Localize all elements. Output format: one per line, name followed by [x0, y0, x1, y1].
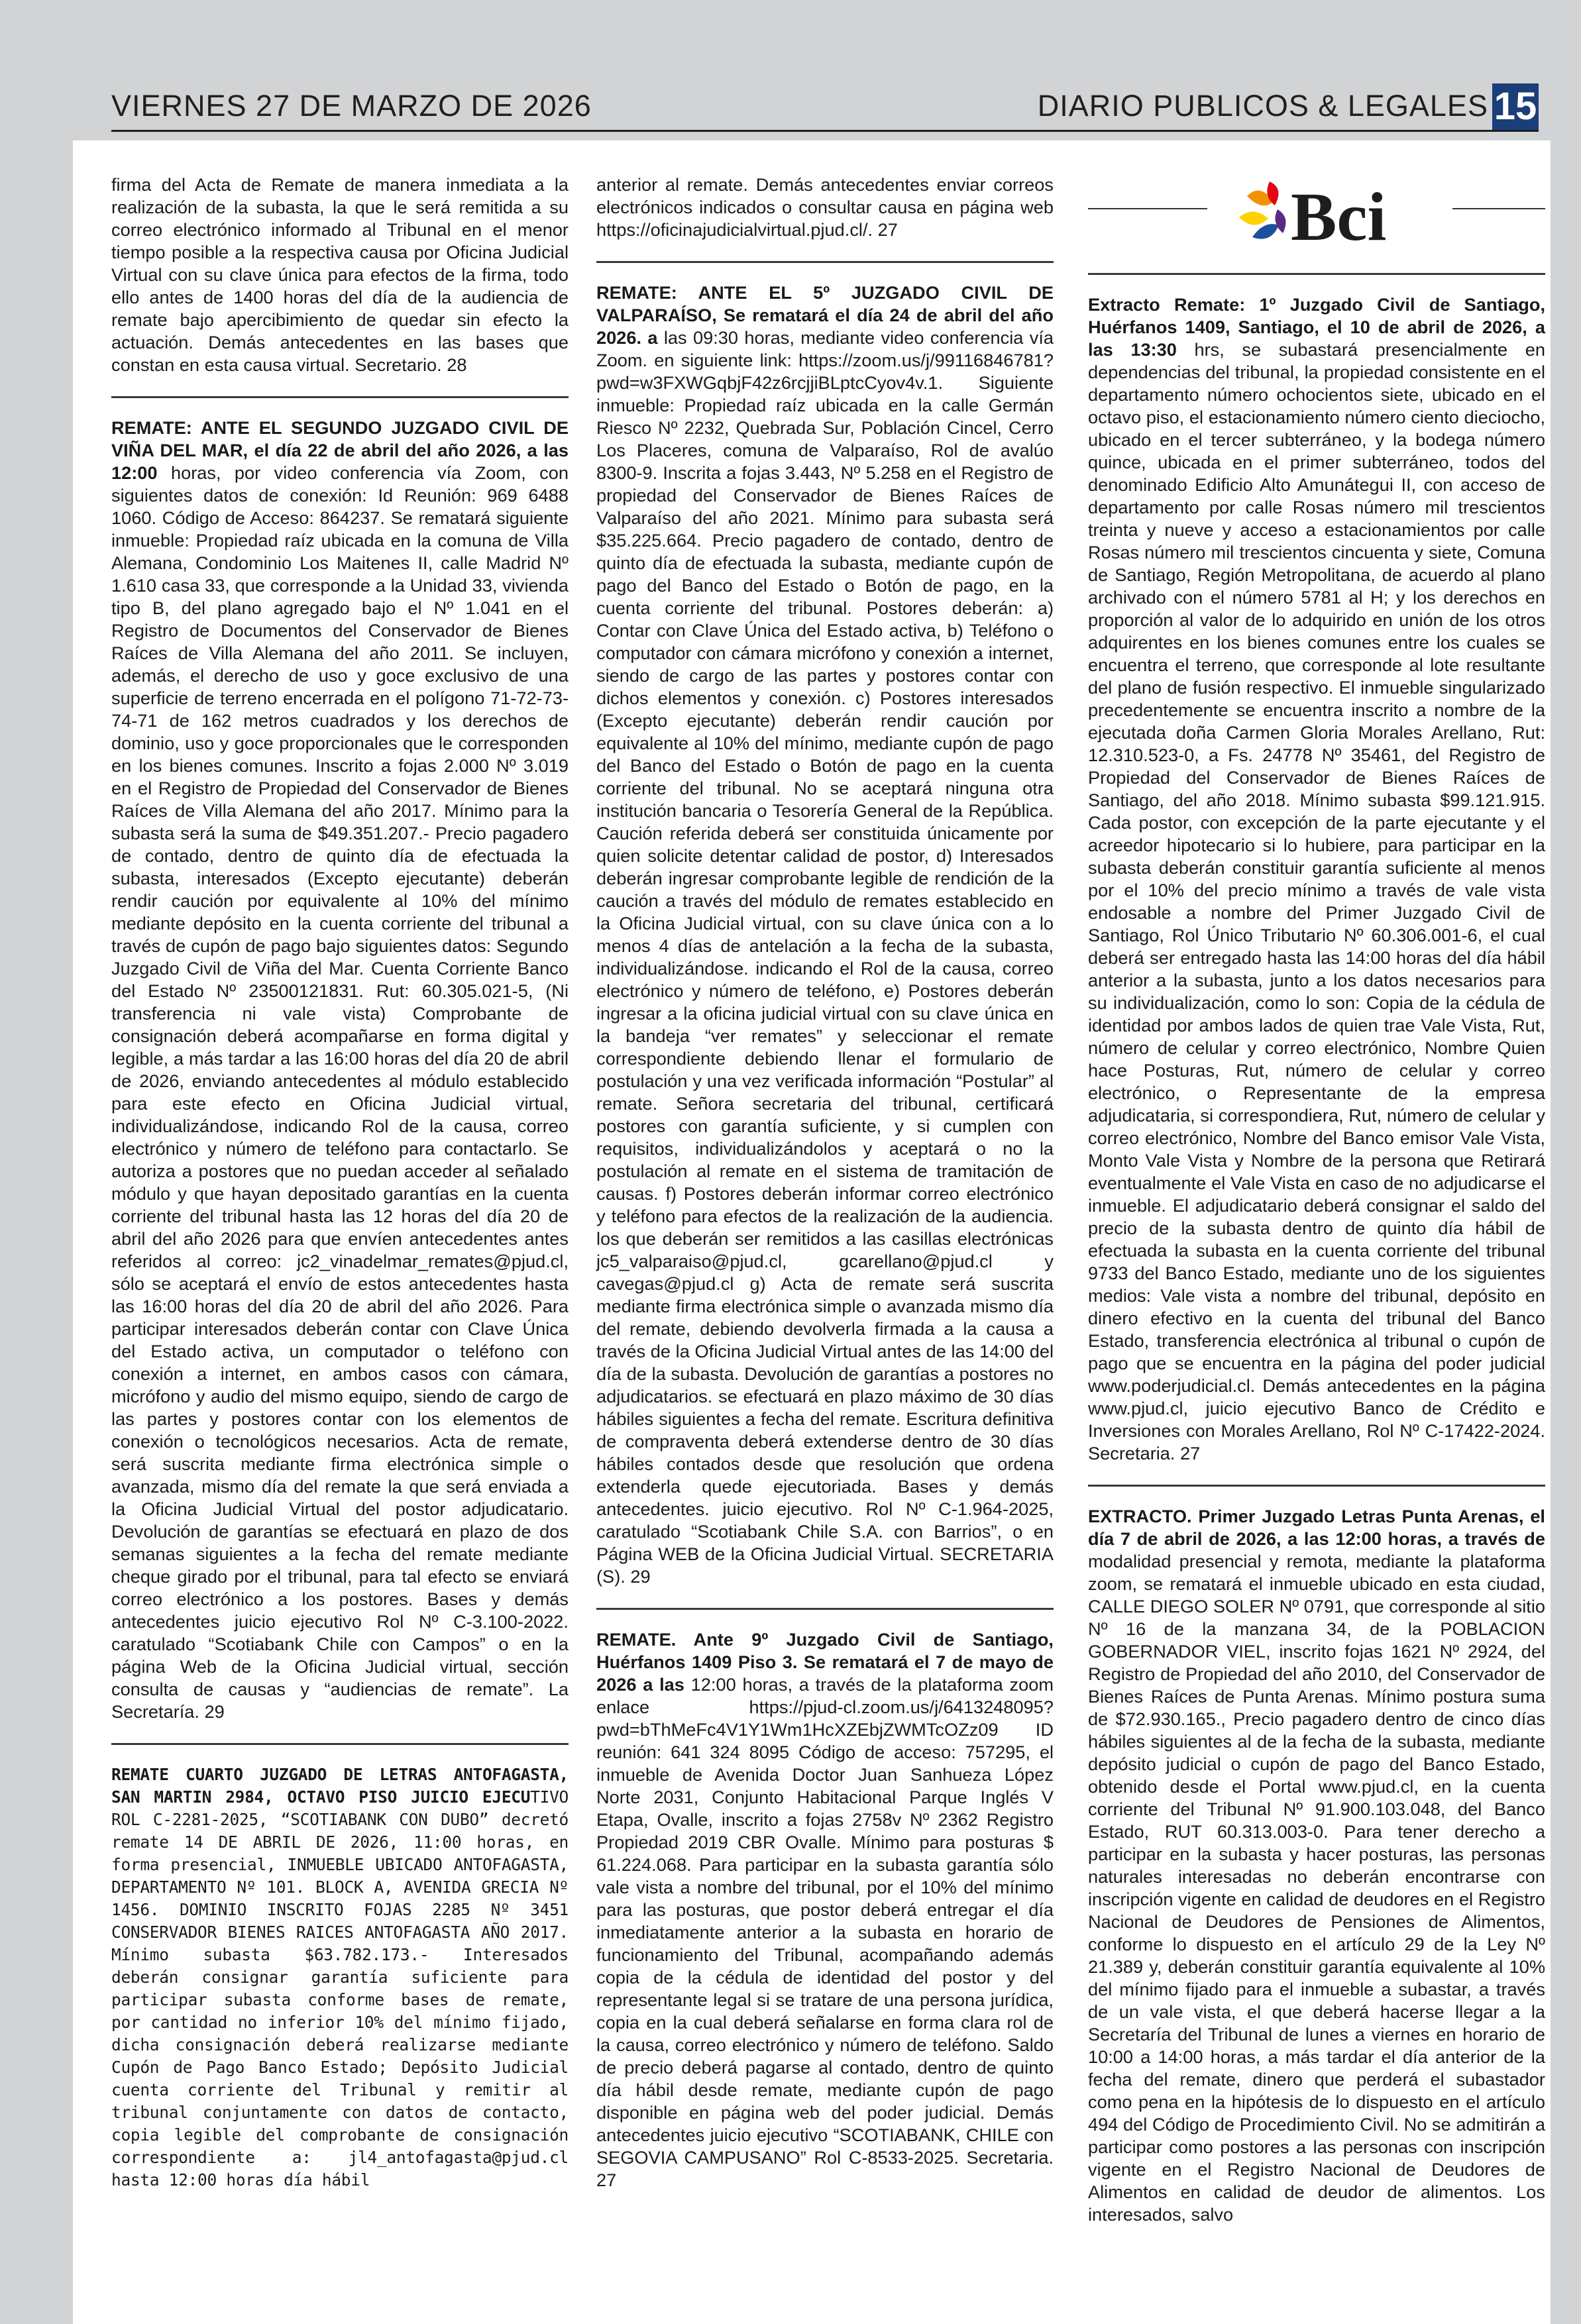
notice-continued: firma del Acta de Remate de manera inmediata a la realización de la subasta, la que le será remitida a su correo electrónico informado al Tribunal en el menor tiempo posible a la respectiva causa por Oficina Judicial Virtual con su clave única para efectos de la firma, todo ello antes de 1400 horas del día de la audiencia de remate bajo apercibimiento de quedar sin efecto la actuación. Demás antecedentes en las bases que constan en esta causa virtual. Secretario. 28	[111, 174, 569, 375]
column-3	[1088, 174, 1545, 2226]
page-header	[0, 0, 1581, 140]
notice-heading: REMATE. Ante 9º Juzgado Civil de Santiago, Huérfanos 1409 Piso 3. Se rematará el 7 de mayo de 2026 a las	[596, 1629, 1054, 1695]
header-rule	[111, 130, 1539, 132]
column-2	[596, 174, 1054, 2192]
notice-vina-del-mar	[111, 417, 569, 1723]
notice-punta-arenas	[1088, 1505, 1545, 2226]
logo-rule-right	[1452, 208, 1545, 209]
notice-body: las 09:30 horas, mediante video conferencia vía Zoom. en siguiente link: https://zoom.us/j/99116846781?pwd=w3FXWGqbjF42z6rcjjiBLptcCyov4v.1. Siguiente inmueble: Propiedad raíz ubicada en la calle Germán Riesco Nº 2232, Quebrada Sur, Población Cincel, Cerro Los Placeres, comuna de Valparaíso, Rol de avalúo 8300-9. Inscrita a fojas 3.443, Nº 5.258 en el Registro de propiedad del Conservador de Bienes Raíces de Valparaíso del año 2021. Mínimo para subasta será $35.225.664. Precio pagadero de contado, dentro de quinto día de efectuada la subasta, mediante cupón de pago del Banco del Estado o Botón de pago, en la cuenta corriente del tribunal. Postores deberán: a) Contar con Clave Única del Estado activa, b) Teléfono o computador con cámara micrófono y conexión a internet, siendo de cargo de las partes y postores contar con dichos elementos y conexión. c) Postores interesados (Excepto ejecutante) deberán rendir caución por equivalente al 10% del mínimo, mediante cupón de pago del Banco del Estado o Botón de pago en la cuenta corriente del tribunal. No se aceptará ninguna otra institución bancaria o Tesorería General de la República. Caución referida deberá ser constituida únicamente por quien solicite detentar calidad de postor, d) Interesados deberán ingresar comprobante legible de rendición de la caución a través del módulo de remates establecido en la Oficina Judicial virtual, con su clave única con a lo menos 4 días de antelación a la fecha de la subasta, individualizándose. indicando el Rol de la causa, correo electrónico y número de teléfono, e) Postores deberán ingresar a la oficina judicial virtual con su clave única en la bandeja “ver remates” y seleccionar el remate correspondiente debiendo llenar el formulario de postulación y una vez verificada información “Postular” al remate. Señora secretaria del tribunal, certificará postores con garantía suficiente, y si cumplen con requisitos, individualizándolos y aceptará o no la postulación al remate en el sistema de tramitación de causas. f) Postores deberán informar correo electrónico y teléfono para efectos de la realización de la audiencia. los que deberán ser remitidos a las casillas electrónicas jc5_valparaiso@pjud.cl, gcarellano@pjud.cl y cavegas@pjud.cl g) Acta de remate será suscrita mediante firma electrónica simple o avanzada mismo día del remate, debiendo devolverla firmada a la causa a través de la Oficina Judicial Virtual antes de las 14:00 del día de la subasta. Devolución de garantías a postores no adjudicatarios. se efectuará en plazo máximo de 30 días hábiles siguientes a fecha del remate. Escritura definitiva de compraventa deberá extenderse dentro de 30 días hábiles contados desde que resolución que ordena extenderla quede ejecutoriada. Bases y demás antecedentes. juicio ejecutivo. Rol Nº C-1.964-2025, caratulado “Scotiabank Chile S.A. con Barrios”, o en Página WEB de la Oficina Judicial Virtual. SECRETARIA (S). 29	[596, 327, 1054, 1587]
notice-santiago-1	[1088, 293, 1545, 1465]
notice-body: hrs, se subastará presencialmente en dependencias del tribunal, la propiedad consistente en el departamento número ochocientos siete, ubicado en el octavo piso, el estacionamiento número ciento dieciocho, ubicado en el tercer subterráneo, y la bodega número quince, ubicada en el primer subterráneo, todos del denominado Edificio Alto Amunátegui II, con acceso de departamento por calle Rosas número mil trescientos treinta y nueve y acceso a estacionamientos por calle Rosas número mil trescientos cincuenta y siete, Comuna de Santiago, Región Metropolitana, de acuerdo al plano archivado con el número 5781 al H; y los derechos en proporción al valor de lo adquirido en unión de los otros adquirentes en los bienes comunes entre los cuales se encuentra el terreno, que corresponde al lote resultante del plano de fusión respectivo. El inmueble singularizado precedentemente se encuentra inscrito a nombre de la ejecutada doña Carmen Gloria Morales Arellano, Rut: 12.310.523-0, a Fs. 24778 Nº 35461, del Registro de Propiedad del Conservador de Bienes Raíces de Santiago, del año 2018. Mínimo subasta $99.121.915. Cada postor, con excepción de la parte ejecutante y el acreedor hipotecario si lo hubiere, para participar en la subasta deberán constituir garantía suficiente al menos por el 10% del precio mínimo a través de vale vista endosable a nombre del Primer Juzgado Civil de Santiago, Rol Único Tributario Nº 60.306.001-6, el cual deberá ser entregado hasta las 14:00 horas del día hábil anterior a la subasta, junto a los datos necesarios para su individualización, como lo son: Copia de la cédula de identidad por ambos lados de quien trae Vale Vista, Rut, número de celular y correo electrónico, Nombre Quien hace Posturas, Rut, número de celular y correo electrónico, o Representante de la empresa adjudicataria, si correspondiera, Rut, número de celular y correo electrónico, Nombre del Banco emisor Vale Vista, Monto Vale Vista y Nombre de la persona que Retirará eventualmente el Vale Vista en caso de no adjudicarse el inmueble. El adjudicatario deberá consignar el saldo del precio de la subasta dentro de quinto día hábil de efectuada la subasta en la cuenta corriente del tribunal 9733 del Banco Estado, mediante uno de los siguientes medios: Vale vista a nombre del tribunal, depósito en dinero efectivo en la cuenta del tribunal del Banco Estado, transferencia electrónica al tribunal o cupón de pago que se encuentra en la página del poder judicial www.poderjudicial.cl. Demás antecedentes en la página www.pjud.cl, juicio ejecutivo Banco de Crédito e Inversiones con Morales Arellano, Rol Nº C-17422-2024. Secretaria. 27	[1088, 339, 1545, 1463]
column-1	[111, 174, 569, 2192]
notice-body: horas, por video conferencia vía Zoom, con siguientes datos de conexión: Id Reunión: 969 6488 1060. Código de Acceso: 864237. Se rematará siguiente inmueble: Propiedad raíz ubicada en la comuna de Villa Alemana, Condominio Los Maitenes II, calle Madrid Nº 1.610 casa 33, que corresponde a la Unidad 33, vivienda tipo B, del plano agregado bajo el Nº 1.041 en el Registro de Documentos del Conservador de Bienes Raíces de Villa Alemana del año 2011. Se incluyen, además, el derecho de uso y goce exclusivo de una superficie de terreno encerrada en el polígono 71-72-73-74-71 de 162 metros cuadrados y los derechos de dominio, uso y goce proporcionales que le corresponden en los bienes comunes. Inscrito a fojas 2.000 Nº 3.019 en el Registro de Propiedad del Conservador de Bienes Raíces de Villa Alemana del año 2017. Mínimo para la subasta será la suma de $49.351.207.- Precio pagadero de contado, dentro de quinto día de efectuada la subasta, interesados (Excepto ejecutante) deberán rendir caución por equivalente al 10% del mínimo mediante depósito en la cuenta corriente del tribunal a través de cupón de pago bajo siguientes datos: Segundo Juzgado Civil de Viña del Mar. Cuenta Corriente Banco del Estado Nº 23500121831. Rut: 60.305.021-5, (Ni transferencia ni vale vista) Comprobante de consignación deberá acompañarse en forma digital y legible, a más tardar a las 16:00 horas del día 20 de abril de 2026, enviando antecedentes al módulo establecido para este efecto en Oficina Judicial virtual, individualizándose, indicando Rol de la causa, correo electrónico y número de teléfono para contactarlo. Se autoriza a postores que no puedan acceder al señalado módulo y que hayan depositado garantías en la cuenta corriente del tribunal hasta las 12 horas del día 20 de abril del año 2026 para que envíen antecedentes antes referidos al correo: jc2_vinadelmar_remates@pjud.cl, sólo se aceptará el envío de estos antecedentes hasta las 16:00 horas del día 20 de abril del año 2026. Para participar interesados deberán contar con Clave Única del Estado activa, un computador o teléfono con conexión a internet, en ambos casos con cámara, micrófono y audio del mismo equipo, siendo de cargo de las partes y postores contar con los elementos de conexión o tecnológicos necesarios. Acta de remate, será suscrita mediante firma electrónica simple o avanzada, mismo día del remate la que será enviada a la Oficina Judicial Virtual del postor adjudicatario. Devolución de garantías se efectuará en plazo de dos semanas siguientes a la fecha del remate mediante cheque girado por el tribunal, para tal efecto se enviará correo electrónico a los postores. Bases y demás antecedentes juicio ejecutivo Rol Nº C-3.100-2022. caratulado “Scotiabank Chile con Campos” o en la página Web de la Oficina Judicial virtual, sección consulta de causas y “audiencias de remate”. La Secretaría. 29	[111, 462, 569, 1722]
notice-separator	[596, 1608, 1054, 1610]
notice-heading: REMATE: ANTE EL SEGUNDO JUZGADO CIVIL DE VIÑA DEL MAR, el día 22 de abril del año 2026, a las 12:00	[111, 417, 569, 483]
notice-separator	[1088, 273, 1545, 275]
notice-separator	[1088, 1485, 1545, 1487]
notice-valparaiso	[596, 282, 1054, 1588]
notice-body: TIVO ROL C-2281-2025, “SCOTIABANK CON DUBO” decretó remate 14 DE ABRIL DE 2026, 11:00 horas, en forma presencial, INMUEBLE UBICADO ANTOFAGASTA, DEPARTAMENTO Nº 101. BLOCK A, AVENIDA GRECIA Nº 1456. DOMINIO INSCRITO FOJAS 2285 Nº 3451 CONSERVADOR BIENES RAICES ANTOFAGASTA AÑO 2017. Mínimo subasta $63.782.173.- Interesados deberán consignar garantía suficiente para participar subasta conforme bases de remate, por cantidad no inferior 10% del mínimo fijado, dicha consignación deberá realizarse mediante Cupón de Pago Banco Estado; Depósito Judicial cuenta corriente del Tribunal y remitir al tribunal conjuntamente con datos de contacto, copia legible del comprobante de consignación correspondiente a: jl4_antofagasta@pjud.cl hasta 12:00 horas día hábil	[111, 1787, 569, 2190]
notice-separator	[111, 1743, 569, 1745]
issue-date: VIERNES 27 DE MARZO DE 2026	[111, 89, 592, 123]
notice-separator	[111, 396, 569, 398]
notice-antofagasta-continued: anterior al remate. Demás antecedentes enviar correos electrónicos indicados o consultar causa en página web https://oficinajudicialvirtual.pjud.cl/. 27	[596, 174, 1054, 240]
notice-heading: EXTRACTO. Primer Juzgado Letras Punta Arenas, el día 7 de abril de 2026, a las 12:00 horas, a través de	[1088, 1506, 1545, 1549]
notice-heading: REMATE: ANTE EL 5º JUZGADO CIVIL DE VALPARAÍSO, Se rematará el día 24 de abril del año 2026. a	[596, 282, 1054, 348]
notice-separator	[596, 261, 1054, 263]
publication-title: DIARIO PUBLICOS & LEGALES	[1037, 89, 1488, 123]
logo-wordmark: Bci	[1291, 179, 1387, 249]
right-margin-bar	[1551, 140, 1581, 2324]
notice-santiago-9	[596, 1628, 1054, 2192]
notice-heading: Extracto Remate: 1º Juzgado Civil de Santiago, Huérfanos 1409, Santiago, el 10 de abril de 2026, a las 13:30	[1088, 294, 1545, 360]
notice-body: modalidad presencial y remota, mediante la plataforma zoom, se rematará el inmueble ubicado en esta ciudad, CALLE DIEGO SOLER Nº 0791, que corresponde al sitio Nº 16 de la manzana 34, de la POBLACION GOBERNADOR VIEL, inscrito fojas 1621 Nº 2924, del Registro de Propiedad del año 2010, del Conservador de Bienes Raíces de Punta Arenas. Mínimo postura suma de $72.930.165., Precio pagadero dentro de cinco días hábiles siguientes al de la fecha de la subasta, mediante depósito judicial o cupón de pago del Banco Estado, obtenido desde el Portal www.pjud.cl, en la cuenta corriente del Tribunal Nº 91.900.103.048, del Banco Estado, RUT 60.313.003-0. Para tener derecho a participar en la subasta y hacer posturas, las personas naturales interesadas no deberán encontrarse con inscripción vigente en calidad de deudores en el Registro Nacional de Deudores de Pensiones de Alimentos, conforme lo dispuesto en el artículo 29 de la Ley Nº 21.389 y, deberán constituir garantía equivalente al 10% del mínimo fijado para el inmueble a subastar, a través de un vale vista, el que deberá hacerse llegar a la Secretaría del Tribunal de lunes a viernes en horario de 10:00 a 14:00 horas, a más tardar el día anterior de la fecha del remate, dinero que perderá el subastador como pena en la hipótesis de lo dispuesto en el artículo 494 del Código de Procedimiento Civil. No se admitirán a participar como postores a las personas con inscripción vigente en el Registro Nacional de Deudores de Alimentos en calidad de deudor de alimentos. Los interesados, salvo	[1088, 1551, 1545, 2225]
notice-body: 12:00 horas, a través de la plataforma zoom enlace https://pjud-cl.zoom.us/j/6413248095?pwd=bThMeFc4V1Y1Wm1HcXZEbjZWMTcOZz09 ID reunión: 641 324 8095 Código de acceso: 757295, el inmueble de Avenida Doctor Juan Sanhueza López Norte 2031, Conjunto Habitacional Parque Inglés V Etapa, Ovalle, inscrito a fojas 2758v Nº 2362 Registro Propiedad 2019 CBR Ovalle. Mínimo para posturas $ 61.224.068. Para participar en la subasta garantía sólo vale vista a nombre del tribunal, por el 10% del mínimo para las posturas, que postor deberá entregar el día inmediatamente anterior a la subasta en horario de funcionamiento del Tribunal, acompañando además copia de la cédula de identidad del postor y del representante legal si se tratare de una persona jurídica, copia en la cual deberá señalarse en forma clara rol de la causa, correo electrónico y número de teléfono. Saldo de precio deberá pagarse al contado, dentro de quinto día hábil desde remate, mediante cupón de pago disponible en página web del poder judicial. Demás antecedentes juicio ejecutivo “SCOTIABANK, CHILE con SEGOVIA CAMPUSANO” Rol C-8533-2025. Secretaria. 27	[596, 1674, 1054, 2190]
logo-petal-blue	[1252, 224, 1279, 239]
left-margin-bar	[0, 140, 73, 2324]
notice-heading: REMATE CUARTO JUZGADO DE LETRAS ANTOFAGASTA, SAN MARTIN 2984, OCTAVO PISO JUICIO EJECU	[111, 1765, 569, 1807]
logo-petal-purple	[1275, 209, 1285, 233]
bci-logo	[1234, 176, 1452, 249]
bci-logo-block	[1088, 174, 1545, 260]
page-number: 15	[1492, 83, 1539, 130]
notice-antofagasta	[111, 1764, 569, 2192]
logo-petal-yellow	[1239, 211, 1268, 225]
logo-rule-left	[1088, 208, 1207, 209]
